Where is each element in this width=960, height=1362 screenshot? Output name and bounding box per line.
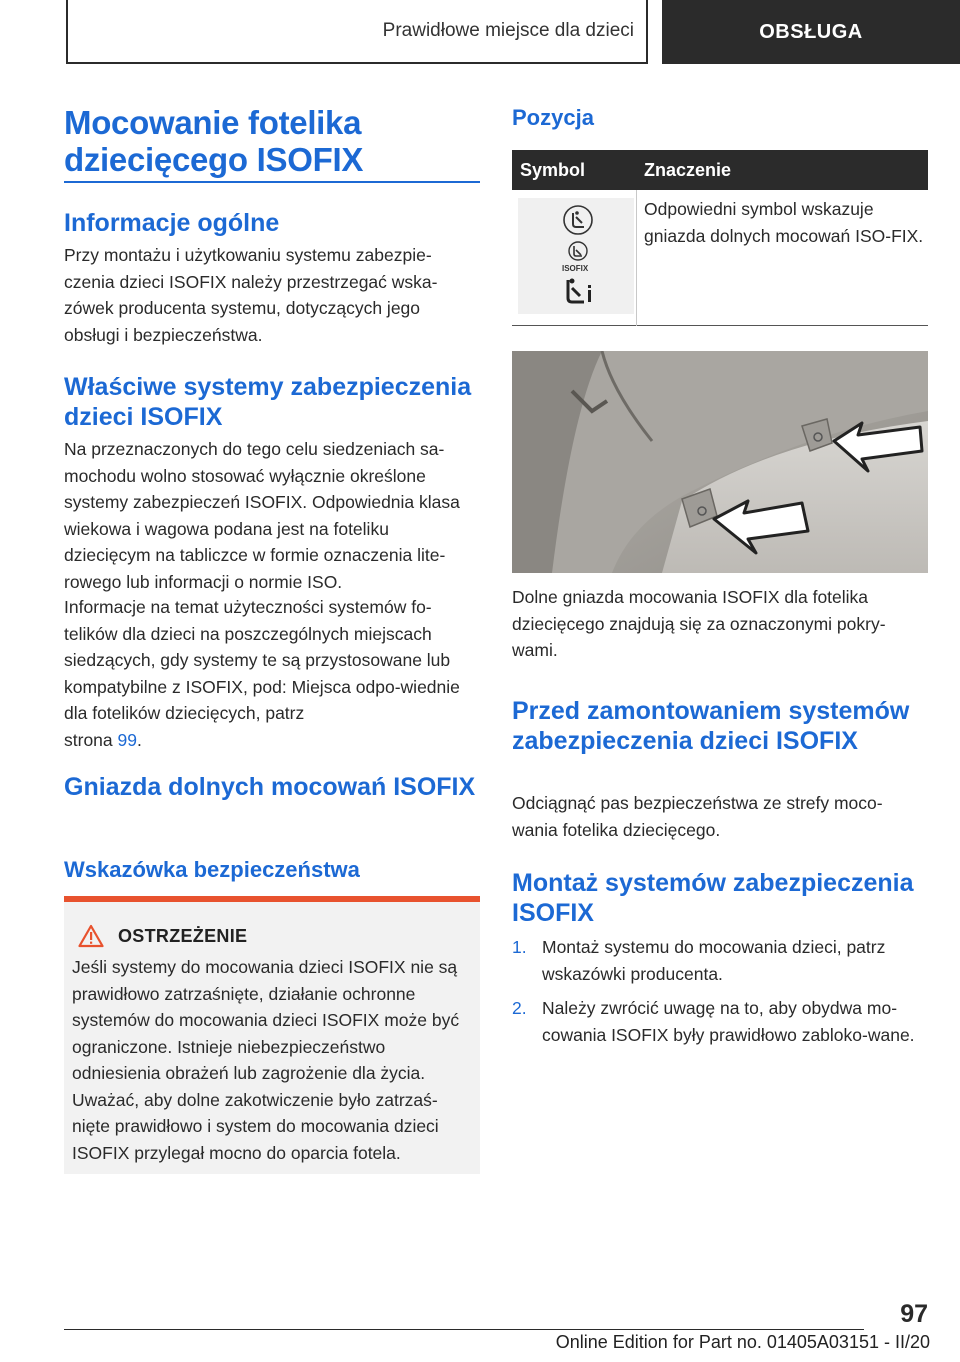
- general-text: Przy montażu i użytkowaniu systemu zabezpie-czenia dzieci ISOFIX należy przestrzegać wska-zówek producenta systemu, dotyczących jego obsługi i bezpieczeństwa.: [64, 245, 438, 345]
- usability-text-body: Informacje na temat użyteczności systemów fo-telików dla dzieci na poszczególnych miejscach siedzących, gdy systemy te są przystosowane lub kompatybilne z ISOFIX, pod: Miejsca odpo-wiednie dla fotelików dziecięcych, patrz: [64, 597, 460, 723]
- table-column-divider: [636, 190, 637, 326]
- child-seat-circle-icon: [562, 204, 594, 236]
- page-number: 97: [900, 1300, 928, 1328]
- header-chapter-tab: [662, 0, 960, 64]
- page-ref-prefix: strona: [64, 729, 113, 750]
- before-text: Odciągnąć pas bezpieczeństwa ze strefy moco-wania fotelika dziecięcego.: [512, 793, 883, 840]
- step-number: 1.: [512, 937, 527, 957]
- warning-title: [78, 924, 472, 948]
- mount-heading: Montaż systemów zabezpieczenia ISOFIX: [512, 869, 914, 927]
- symbol-table: [512, 150, 928, 326]
- list-item: [512, 995, 928, 1048]
- table-row-text: Odpowiedni symbol wskazuje gniazda dolnych mocowań ISO-FIX.: [644, 199, 924, 246]
- table-header: [512, 150, 928, 190]
- warning-box: [64, 902, 480, 1174]
- safety-heading: Wskazówka bezpieczeństwa: [64, 857, 360, 882]
- isofix-label: ISOFIX: [562, 264, 589, 273]
- anchorage-heading: Gniazda dolnych mocowań ISOFIX: [64, 773, 476, 801]
- usability-text: [64, 594, 480, 753]
- step-text: Należy zwrócić uwagę na to, aby obydwa mo-cowania ISOFIX były prawidłowo zabloko-wane.: [542, 998, 915, 1045]
- step-text: Montaż systemu do mocowania dzieci, patrz wskazówki producenta.: [542, 937, 886, 984]
- mount-steps: [512, 934, 928, 1056]
- seat-illustration: [512, 351, 928, 573]
- page-ref-link[interactable]: 99: [117, 729, 137, 750]
- title-divider: [64, 181, 480, 183]
- systems-heading: Właściwe systemy zabezpieczenia dzieci ISOFIX: [64, 373, 472, 431]
- isofix-anchorage-photo: [512, 351, 928, 573]
- symbol-cell: [518, 198, 634, 314]
- table-row: [512, 190, 928, 326]
- header-section-title: [66, 0, 648, 64]
- warning-triangle-icon: [78, 924, 104, 948]
- step-number: 2.: [512, 998, 527, 1018]
- photo-caption: Dolne gniazda mocowania ISOFIX dla fotelika dziecięcego znajdują się za oznaczonymi pokry-wami.: [512, 587, 886, 660]
- page-ref-suffix: .: [136, 729, 142, 750]
- position-heading: Pozycja: [512, 105, 594, 130]
- warning-text: Jeśli systemy do mocowania dzieci ISOFIX nie są prawidłowo zatrzaśnięte, działanie ochronne systemów do mocowania dzieci ISOFIX może być ograniczone. Istnieje niebezpieczeństwo odniesienia obrażeń lub zagrożenie dla życia. Uważać, aby dolne zakotwiczenie było zatrzaś-nięte prawidłowo i system do mocowania dzieci ISOFIX przylegał mocno do oparcia fotela.: [72, 957, 460, 1163]
- chapter-title-text: OBSŁUGA: [759, 20, 863, 43]
- child-seat-info-icon: [560, 276, 596, 308]
- before-heading: Przed zamontowaniem systemów zabezpieczenia dzieci ISOFIX: [512, 697, 910, 755]
- table-col-symbol: Symbol: [520, 159, 586, 180]
- table-col-meaning: Znaczenie: [644, 159, 732, 180]
- general-heading: Informacje ogólne: [64, 209, 280, 237]
- footer-divider: [64, 1329, 864, 1330]
- page-title: Mocowanie fotelika dziecięcego ISOFIX: [64, 104, 364, 178]
- list-item: [512, 934, 928, 987]
- footer-edition: Online Edition for Part no. 01405A03151 - II/20: [555, 1332, 930, 1352]
- warning-label: OSTRZEŻENIE: [118, 925, 248, 946]
- section-title-text: Prawidłowe miejsce dla dzieci: [382, 20, 634, 41]
- systems-text: Na przeznaczonych do tego celu siedzeniach sa-mochodu wolno stosować wyłącznie określone systemy zabezpieczeń ISOFIX. Odpowiednia klasa wiekowa i wagowa podana jest na foteliku dziecięcym na tabliczce w formie oznaczenia lite-rowego lub informacji o normie ISO.: [64, 439, 460, 592]
